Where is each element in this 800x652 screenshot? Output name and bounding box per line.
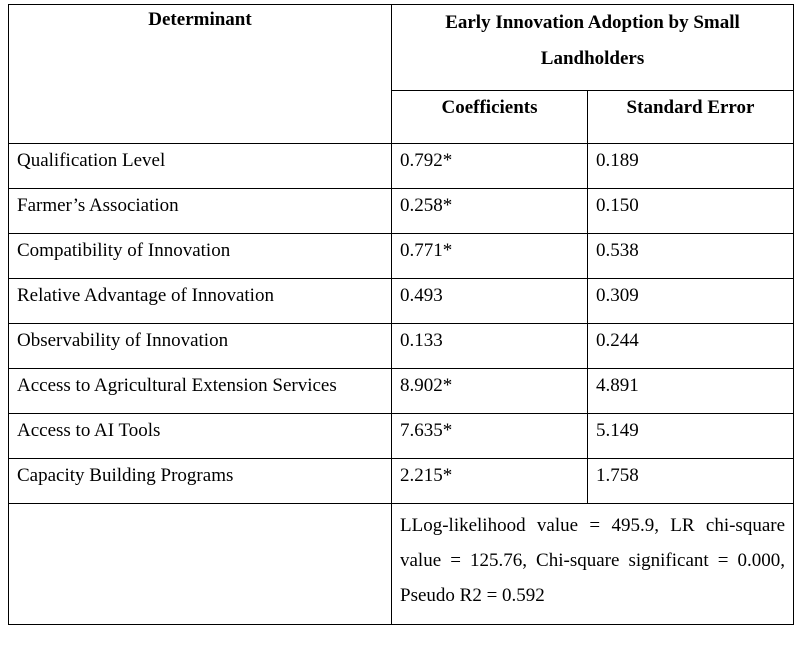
table-row: [9, 324, 794, 369]
model-statistics-note: LLog-likelihood value = 495.9, LR chi-square value = 125.76, Chi-square significant = 0.000, Pseudo R2 = 0.592: [392, 504, 794, 625]
regression-table: [8, 4, 794, 625]
empty-cell: [9, 504, 392, 625]
table-row: [9, 459, 794, 504]
coefficient-cell: 0.258*: [392, 189, 588, 234]
coefficient-cell: 0.771*: [392, 234, 588, 279]
table-row: [9, 144, 794, 189]
determinant-cell: Qualification Level: [9, 144, 392, 189]
determinant-cell: Relative Advantage of Innovation: [9, 279, 392, 324]
table-row: [9, 189, 794, 234]
coefficient-cell: 8.902*: [392, 369, 588, 414]
standard-error-cell: 0.309: [588, 279, 794, 324]
table-row: [9, 279, 794, 324]
table-row: [9, 414, 794, 459]
coefficient-cell: 0.133: [392, 324, 588, 369]
determinant-cell: Capacity Building Programs: [9, 459, 392, 504]
standard-error-cell: 5.149: [588, 414, 794, 459]
determinant-cell: Farmer’s Association: [9, 189, 392, 234]
standard-error-cell: 4.891: [588, 369, 794, 414]
standard-error-cell: 0.150: [588, 189, 794, 234]
standard-error-cell: 0.189: [588, 144, 794, 189]
model-statistics-row: [9, 504, 794, 625]
table-row: [9, 369, 794, 414]
standard-error-cell: 0.244: [588, 324, 794, 369]
table-row: [9, 234, 794, 279]
determinant-cell: Access to Agricultural Extension Services: [9, 369, 392, 414]
standard-error-cell: 1.758: [588, 459, 794, 504]
coefficient-cell: 0.493: [392, 279, 588, 324]
coefficient-cell: 2.215*: [392, 459, 588, 504]
header-early-innovation-adoption: Early Innovation Adoption by Small Landholders: [392, 5, 794, 91]
determinant-cell: Access to AI Tools: [9, 414, 392, 459]
determinant-cell: Observability of Innovation: [9, 324, 392, 369]
header-determinant: Determinant: [9, 5, 392, 144]
header-coefficients: Coefficients: [392, 90, 588, 143]
header-standard-error: Standard Error: [588, 90, 794, 143]
coefficient-cell: 0.792*: [392, 144, 588, 189]
standard-error-cell: 0.538: [588, 234, 794, 279]
coefficient-cell: 7.635*: [392, 414, 588, 459]
determinant-cell: Compatibility of Innovation: [9, 234, 392, 279]
